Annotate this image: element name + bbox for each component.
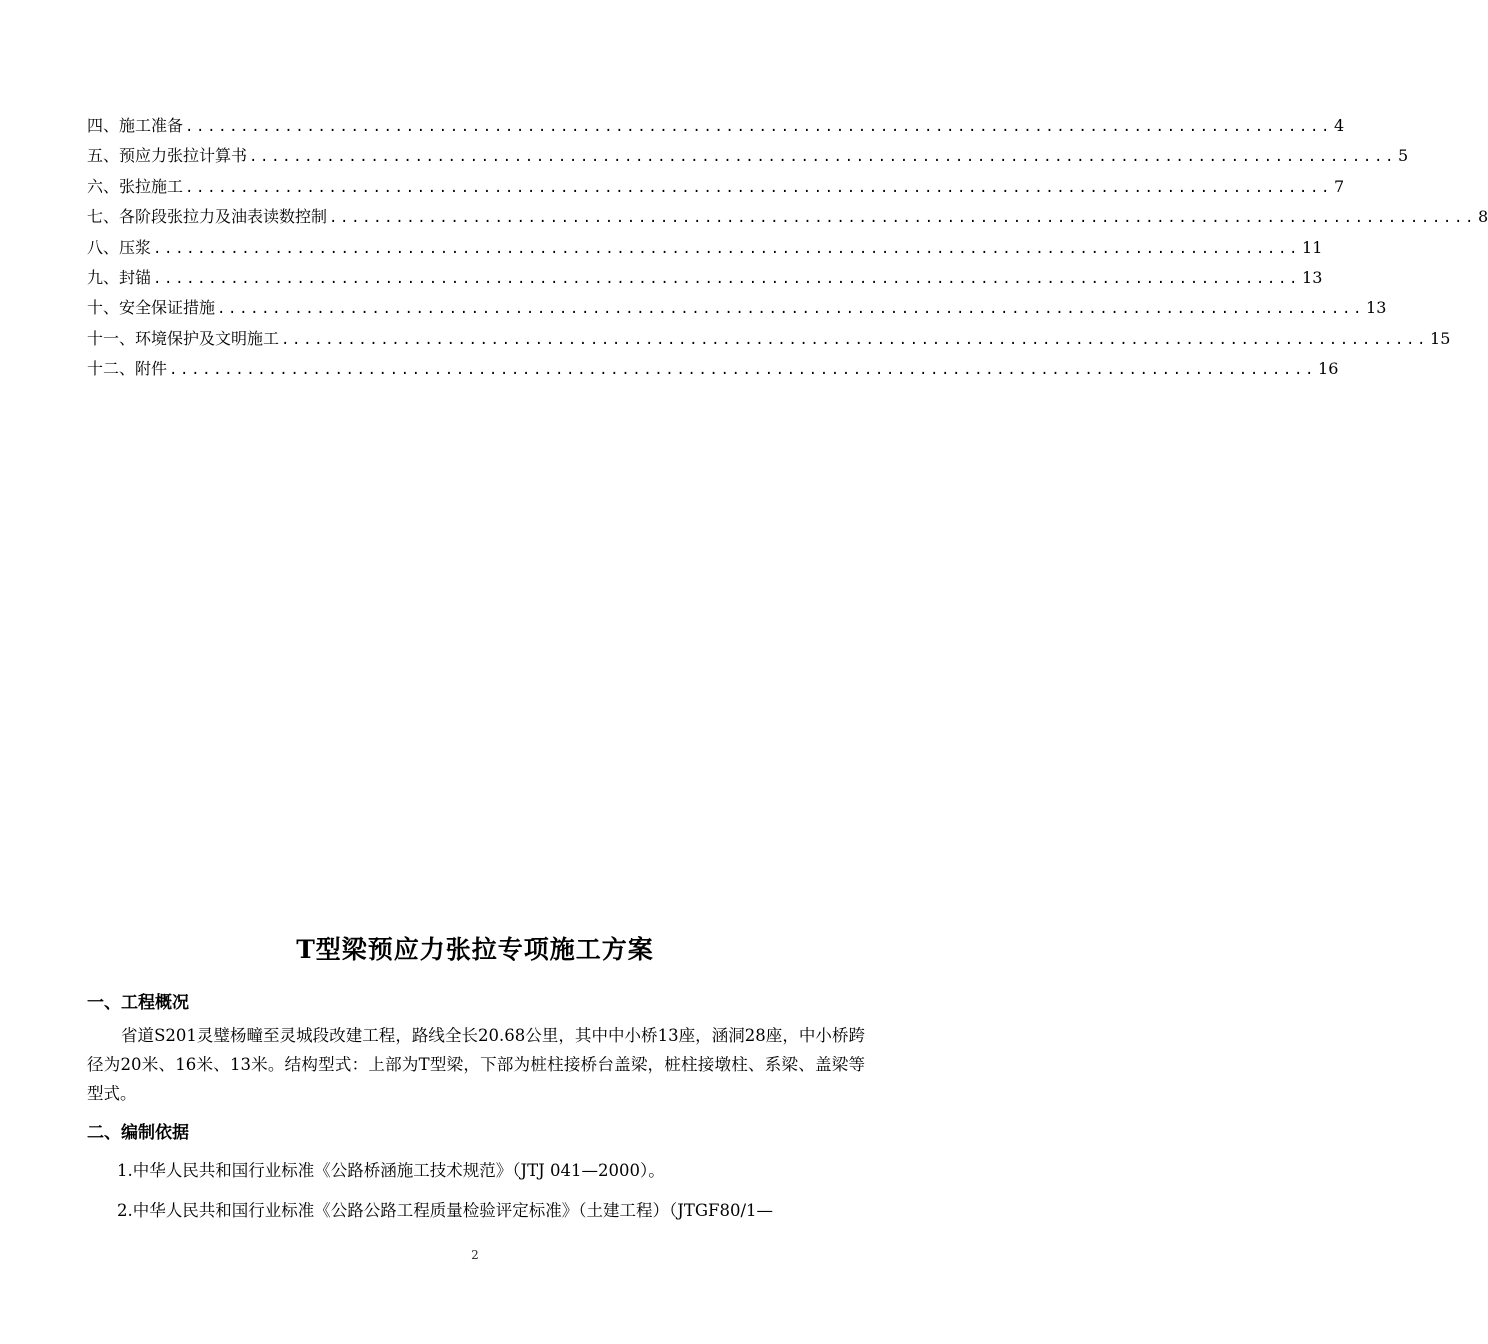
basis-item: 1.中华人民共和国行业标准《公路桥涵施工技术规范》（JTJ 041—2000）。 (117, 1161, 665, 1180)
section-heading-overview: 一、工程概况 (87, 993, 189, 1013)
toc-entry[interactable] (87, 293, 1387, 323)
overview-text: 省道S201灵璧杨疃至灵城段改建工程，路线全长20.68公里，其中中小桥13座，涵洞28座，中小桥跨径为20米、16米、13米。结构型式：上部为T型梁，下部为桩柱接桥台盖梁，桩柱接墩柱、系梁、盖梁等型式。 (87, 1026, 865, 1103)
toc-entry[interactable] (87, 324, 1451, 354)
toc-label: 六、张拉施工 (87, 176, 184, 196)
toc-entry[interactable] (87, 202, 1488, 232)
toc-leader-dots: ........................................................................................................ (217, 301, 1365, 318)
toc-page-number: 11 (1302, 237, 1323, 257)
toc-page-number: 8 (1478, 207, 1488, 227)
toc-entry[interactable] (87, 233, 1323, 263)
toc-page-number: 16 (1318, 359, 1339, 379)
toc-label: 九、封锚 (87, 267, 152, 287)
toc-page-number: 7 (1334, 176, 1345, 196)
toc-leader-dots: ........................................................................................................ (185, 119, 1333, 135)
toc-label: 四、施工准备 (87, 116, 184, 135)
toc-label: 十一、环境保护及文明施工 (87, 328, 280, 348)
toc-leader-dots: ........................................................................................................ (153, 240, 1301, 257)
toc-page-number: 13 (1366, 298, 1387, 318)
document-title: T型梁预应力张拉专项施工方案 (296, 935, 654, 964)
toc-leader-dots: ........................................................................................................ (153, 270, 1301, 287)
toc-entry[interactable] (87, 111, 1345, 141)
toc-entry[interactable] (87, 172, 1345, 202)
toc-page-number: 13 (1302, 267, 1323, 287)
toc-page-number: 5 (1398, 146, 1409, 166)
toc-leader-dots: ........................................................................................................ (281, 331, 1429, 348)
section-heading-basis: 二、编制依据 (87, 1123, 189, 1143)
toc-page-number: 15 (1430, 328, 1451, 348)
toc-leader-dots: ........................................................................................................ (249, 149, 1397, 166)
overview-paragraph (87, 1021, 865, 1108)
toc-leader-dots: ........................................................................................................ (185, 179, 1333, 196)
toc-label: 七、各阶段张拉力及油表读数控制 (87, 207, 328, 227)
toc-label: 八、压浆 (87, 237, 152, 257)
toc-label: 十、安全保证措施 (87, 298, 216, 318)
table-of-contents (87, 111, 1488, 385)
toc-entry[interactable] (87, 263, 1323, 293)
toc-leader-dots: ........................................................................................................ (329, 210, 1477, 227)
toc-leader-dots: ........................................................................................................ (169, 362, 1317, 379)
toc-entry[interactable] (87, 141, 1409, 171)
toc-label: 十二、附件 (87, 359, 168, 379)
toc-label: 五、预应力张拉计算书 (87, 146, 248, 166)
basis-item: 2.中华人民共和国行业标准《公路公路工程质量检验评定标准》（土建工程）（JTGF80/1— (117, 1201, 774, 1220)
toc-entry[interactable] (87, 354, 1339, 384)
page-number: 2 (471, 1248, 479, 1262)
toc-page-number: 4 (1334, 116, 1345, 135)
